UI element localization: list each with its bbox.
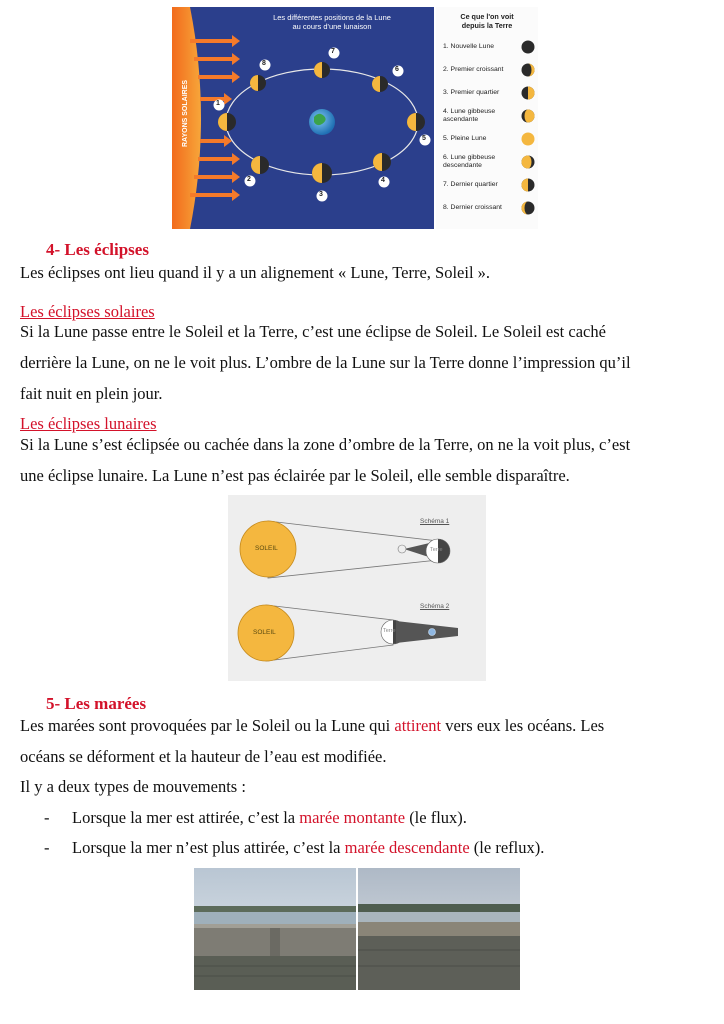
phase-row-8	[443, 198, 536, 218]
eclipse-schemas-figure	[228, 495, 486, 681]
moon-figure-title: Les différentes positions de la Lune au cours d'une lunaison	[273, 13, 391, 31]
solar-rays-label: RAYONS SOLAIRES	[182, 79, 189, 147]
attirent-highlight: attirent	[394, 716, 442, 735]
lunar-eclipses-line-2: une éclipse lunaire. La Lune n’est pas éclairée par le Soleil, elle semble disparaître.	[20, 466, 570, 485]
phase-row-5	[443, 129, 536, 149]
bullet-dash-1: -	[44, 808, 50, 827]
phase-label: 4. Lune gibbeuse ascendante	[443, 108, 496, 123]
sun-label-2: SOLEIL	[253, 629, 276, 636]
phase-row-6	[443, 152, 536, 172]
legend-title: Ce que l'on voit depuis la Terre	[460, 12, 514, 30]
phase-row-1	[443, 37, 536, 57]
position-number-5: 5	[422, 135, 426, 142]
maree-montante-highlight: marée montante	[299, 808, 406, 827]
position-number-2: 2	[247, 176, 251, 183]
position-number-3: 3	[319, 191, 323, 198]
moon-orbit-diagram	[172, 7, 434, 229]
sun-label-1: SOLEIL	[255, 545, 278, 552]
bullet-dash-2: -	[44, 838, 50, 857]
solar-eclipses-line-1: Si la Lune passe entre le Soleil et la Terre, c’est une éclipse de Soleil. Le Soleil est caché	[20, 322, 606, 341]
maree-descendante-highlight: marée descendante	[344, 838, 470, 857]
bullet-flux: Lorsque la mer est attirée, c’est la marée montante (le flux).	[72, 808, 467, 827]
phase-label: 1. Nouvelle Lune	[443, 43, 495, 50]
waxing-gibbous-icon	[521, 109, 535, 123]
section-4-heading: 4- Les éclipses	[46, 240, 149, 259]
phase-label: 5. Pleine Lune	[443, 135, 487, 142]
schema-2-label: Schéma 2	[420, 603, 450, 610]
schema-1-label: Schéma 1	[420, 518, 450, 525]
eclipses-intro: Les éclipses ont lieu quand il y a un alignement « Lune, Terre, Soleil ».	[20, 263, 491, 282]
high-tide-photo	[194, 868, 356, 990]
waning-gibbous-icon	[521, 155, 535, 169]
moon-phases-legend	[436, 7, 538, 229]
new-moon-icon	[521, 40, 535, 54]
low-tide-photo	[358, 868, 520, 990]
tides-line-1: Les marées sont provoquées par le Soleil ou la Lune qui attirent vers eux les océans. Les	[20, 716, 605, 735]
solar-eclipses-title: Les éclipses solaires	[20, 302, 155, 321]
phase-row-7	[443, 175, 536, 195]
solar-eclipses-line-3: fait nuit en plein jour.	[20, 384, 163, 403]
phase-label: 7. Dernier quartier	[443, 181, 498, 188]
section-5-heading: 5- Les marées	[46, 694, 147, 713]
phase-label: 3. Premier quartier	[443, 89, 500, 96]
position-number-4: 4	[381, 177, 385, 184]
lunar-eclipses-line-1: Si la Lune s’est éclipsée ou cachée dans la zone d’ombre de la Terre, on ne la voit plus, c’est	[20, 435, 631, 454]
phase-label: 8. Dernier croissant	[443, 204, 502, 211]
position-number-6: 6	[395, 66, 399, 73]
phase-row-3	[443, 83, 536, 103]
lunar-eclipses-title: Les éclipses lunaires	[20, 414, 157, 433]
earth-label-2: Terre	[383, 628, 396, 634]
tides-line-3: Il y a deux types de mouvements :	[20, 777, 246, 796]
position-number-8: 8	[262, 60, 266, 67]
moon-phases-figure	[172, 7, 538, 229]
bullet-reflux: Lorsque la mer n’est plus attirée, c’est la marée descendante (le reflux).	[72, 838, 545, 857]
phase-label: 2. Premier croissant	[443, 66, 504, 73]
last-quarter-icon	[521, 178, 535, 192]
phase-label: 6. Lune gibbeuse descendante	[443, 154, 496, 169]
full-moon-icon	[521, 132, 535, 146]
position-number-1: 1	[216, 100, 220, 107]
earth-label-1: Terre	[430, 547, 443, 553]
solar-eclipses-line-2: derrière la Lune, on ne le voit plus. L’ombre de la Lune sur la Terre donne l’impression qu’il	[20, 353, 631, 372]
waning-crescent-icon	[521, 201, 535, 215]
phase-row-2	[443, 60, 536, 80]
tides-line-2: océans se déforment et la hauteur de l’eau est modifiée.	[20, 747, 387, 766]
waxing-crescent-icon	[521, 63, 535, 77]
first-quarter-icon	[521, 86, 535, 100]
phase-row-4	[443, 106, 536, 126]
position-number-7: 7	[331, 48, 335, 55]
